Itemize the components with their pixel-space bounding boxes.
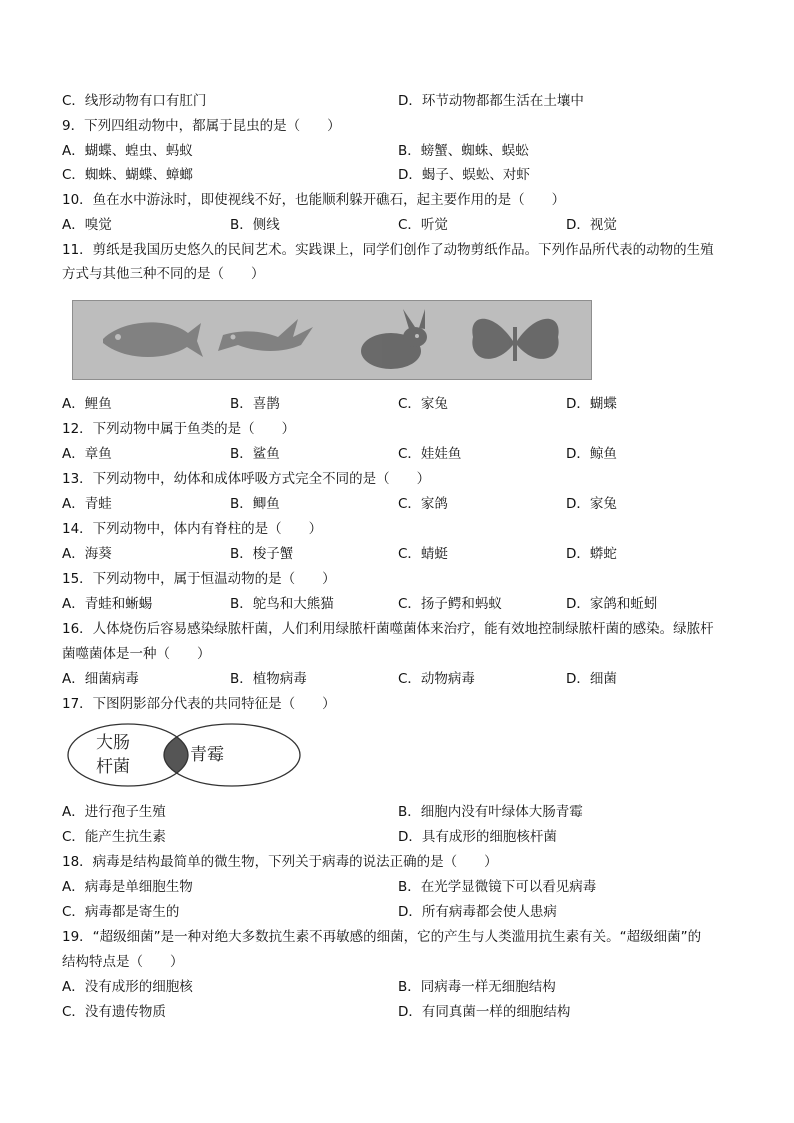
question-11-line-2: 方式与其他三种不同的是（ ） [62,266,265,282]
q16-option-a: A．细菌病毒 [62,671,139,687]
q17-option-a: A．进行孢子生殖 [62,804,166,820]
q11-option-d: D．蝴蝶 [566,396,617,412]
q18-option-d: D．所有病毒都会使人患病 [398,904,557,920]
question-17: 17．下图阴影部分代表的共同特征是（ ） [62,696,336,712]
q13-option-b: B．鲫鱼 [230,496,280,512]
question-18: 18．病毒是结构最简单的微生物，下列关于病毒的说法正确的是（ ） [62,854,498,870]
q15-option-c: C．扬子鳄和蚂蚁 [398,596,502,612]
q11-option-b: B．喜鹊 [230,396,280,412]
question-19-line-2: 结构特点是（ ） [62,954,184,970]
q15-option-d: D．家鸽和蚯蚓 [566,596,658,612]
q11-option-a: A．鲤鱼 [62,396,112,412]
question-13: 13．下列动物中，幼体和成体呼吸方式完全不同的是（ ） [62,471,431,487]
q12-option-d: D．鲸鱼 [566,446,617,462]
venn-left-label-2: 杆菌 [96,757,130,777]
q9-option-c: C．蜘蛛、蝴蝶、蟑螂 [62,167,193,183]
q14-option-a: A．海葵 [62,546,112,562]
venn-diagram [66,720,306,790]
q14-option-d: D．蟒蛇 [566,546,617,562]
q9-option-a: A．蝴蝶、蝗虫、蚂蚁 [62,143,193,159]
q13-option-c: C．家鸽 [398,496,448,512]
q18-option-b: B．在光学显微镜下可以看见病毒 [398,879,597,895]
q14-option-c: C．蜻蜓 [398,546,448,562]
q16-option-b: B．植物病毒 [230,671,307,687]
question-15: 15．下列动物中，属于恒温动物的是（ ） [62,571,336,587]
q15-option-b: B．鸵鸟和大熊猫 [230,596,334,612]
q9-option-b: B．螃蟹、蜘蛛、蜈蚣 [398,143,529,159]
q19-option-a: A．没有成形的细胞核 [62,979,193,995]
question-11-line-1: 11．剪纸是我国历史悠久的民间艺术。实践课上，同学们创作了动物剪纸作品。下列作品所代表的动物的生殖 [62,242,714,258]
q19-option-d: D．有同真菌一样的细胞结构 [398,1004,571,1020]
q12-option-a: A．章鱼 [62,446,112,462]
q17-option-b: B．细胞内没有叶绿体大肠青霉 [398,804,583,820]
q10-option-b: B．侧线 [230,217,280,233]
q18-option-a: A．病毒是单细胞生物 [62,879,193,895]
question-16-line-1: 16．人体烧伤后容易感染绿脓杆菌，人们利用绿脓杆菌噬菌体来治疗，能有效地控制绿脓杆菌的感染。绿脓杆 [62,621,714,637]
q11-option-c: C．家兔 [398,396,448,412]
q17-option-c: C．能产生抗生素 [62,829,166,845]
venn-right-label: 青霉 [190,745,224,765]
q17-option-d: D．具有成形的细胞核杆菌 [398,829,557,845]
question-10: 10．鱼在水中游泳时，即使视线不好，也能顺利躲开礁石，起主要作用的是（ ） [62,192,566,208]
question-12: 12．下列动物中属于鱼类的是（ ） [62,421,296,437]
q12-option-c: C．娃娃鱼 [398,446,462,462]
q19-option-c: C．没有遗传物质 [62,1004,166,1020]
q14-option-b: B．梭子蟹 [230,546,294,562]
q16-option-d: D．细菌 [566,671,617,687]
q13-option-a: A．青蛙 [62,496,112,512]
question-16-line-2: 菌噬菌体是一种（ ） [62,646,211,662]
q12-option-b: B．鲨鱼 [230,446,280,462]
question-19-line-1: 19．“超级细菌”是一种对绝大多数抗生素不再敏感的细菌，它的产生与人类滥用抗生素有关。“超级细菌”的 [62,929,702,945]
q16-option-c: C．动物病毒 [398,671,475,687]
question-9: 9．下列四组动物中，都属于昆虫的是（ ） [62,118,341,134]
q13-option-d: D．家兔 [566,496,617,512]
q10-option-d: D．视觉 [566,217,617,233]
q8-option-d: D．环节动物都都生活在土壤中 [398,93,584,109]
q19-option-b: B．同病毒一样无细胞结构 [398,979,556,995]
q10-option-a: A．嗅觉 [62,217,112,233]
q10-option-c: C．听觉 [398,217,448,233]
q8-option-c: C．线形动物有口有肛门 [62,93,207,109]
question-14: 14．下列动物中，体内有脊柱的是（ ） [62,521,323,537]
papercut-strip [72,300,592,380]
q18-option-c: C．病毒都是寄生的 [62,904,180,920]
q9-option-d: D．蝎子、蜈蚣、对虾 [398,167,530,183]
q15-option-a: A．青蛙和蜥蜴 [62,596,153,612]
venn-left-label-1: 大肠 [96,733,130,753]
